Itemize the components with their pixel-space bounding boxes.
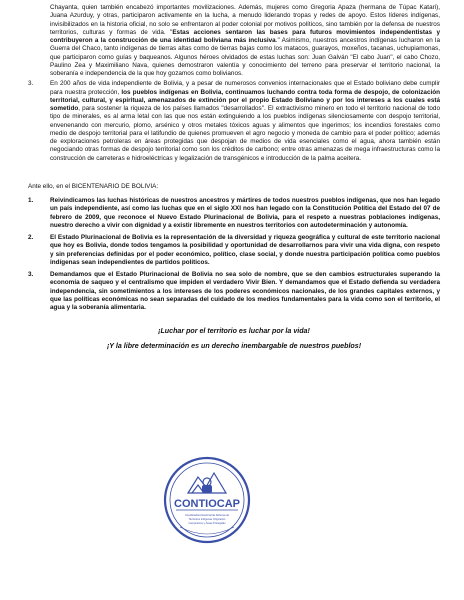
item-3-text — [50, 80, 440, 163]
svg-text:Campesinos y Áreas Protegidas: Campesinos y Áreas Protegidas — [188, 522, 226, 525]
item-number: 3. — [28, 80, 34, 88]
slogan-self-determination: ¡Y la libre determinación es un derecho inembargable de nuestros pueblos! — [106, 342, 362, 351]
demand-text: Demandamos que el Estado Plurinacional de Bolivia no sea solo de nombre, que se den cambios estructurales superando la economía de saqueo y el centralismo que impiden el verdadero Vivir Bien. Y demandamos que el Estado defienda su verdadera independencia, sin sometimientos a los intereses de los poderes económicos nacionales, de los grandes capitales externos, y que las políticas económicas no sean separadas del cuidado de los medios fundamentales para la vida como son el territorio, el agua y la soberanía alimentaria. — [50, 271, 440, 311]
svg-text:Coordinadora Nacional de Defen: Coordinadora Nacional de Defensa de — [184, 514, 230, 517]
contiocap-seal — [162, 455, 252, 545]
intro-paragraph — [50, 4, 440, 78]
seal-name: CONTIOCAP — [174, 498, 240, 510]
svg-text:Territorios Indígenas Originar: Territorios Indígenas Originarios — [188, 518, 226, 521]
intro-text-c: ." Asimismo, nuestros ancestros indígenas lucharon en la Guerra del Chaco, tanto indígenas de tierras altas como de tierras bajas como los matacos, guarayos, moxeños, tacanas, uchupiamonas, que participaron como guías y baqueanos. Algunos héroes olvidados de estas luchas son: Juan Galván "El cabo Juan", el cabo Chozo, Paulino Zea y Maximiliano Nava, quienes demostraron valentía y conocimiento del terreno para preservar el territorio nacional, la soberanía e independencia de la que hoy gozamos como bolivianos. — [50, 37, 440, 77]
item-3-text-a: En 200 años de vida independiente de Bolivia, y a pesar de numerosos convenios internacionales que el Estado boliviano debe cumplir para nuestra protección, — [50, 80, 440, 96]
demand-number: 3. — [28, 271, 34, 278]
slogan-territory: ¡Luchar por el territorio es luchar por la vida! — [158, 327, 310, 336]
ante-ello-heading: Ante ello, en el BICENTENARIO DE BOLIVIA: — [28, 182, 159, 190]
item-3-text-c: , para sostener la riqueza de los países llamados "desarrollados". El extractivismo minero en todo el territorio nacional de todo tipo de minerales, es al arma letal con las que nos están extinguiendo a los pueblos indígenas silenciosamente con despojo territorial, envenenando con mercurio, plomo, arsénico y otros metales tóxicos aguas y alimentos que ingerimos; los incendios forestales como medio de despojo territorial para el latifundio de quienes promueven el agro negocio y moneda de cambio para el poder político; además de exploraciones petroleras en áreas protegidas que despojan de medios de vida esenciales como el agua, ahora también están negociando otras formas de despojo territorial como son los créditos de carbono; entre otras amenazas de mega infraestructuras como la construcción de carreteras e hidroeléctricas y legalización de transgénicos e introducción de la palma aceitera. — [50, 105, 440, 162]
document-page — [28, 4, 440, 356]
slogans — [28, 326, 440, 351]
demand-text: Reivindicamos las luchas históricas de nuestros ancestros y mártires de todos nuestros pueblos indígenas, que nos han legado un país independiente, así como las luchas que en el siglo XXI nos han legado con la Constitución Política del Estado del 07 de febrero de 2009, que reconoce el Nuevo Estado Plurinacional de Bolivia, para el respeto a nuestras poblaciones indígenas, nuestro derecho a vivir con dignidad y a existir libremente en nuestros territorios con autodeterminación y autonomía. — [50, 197, 440, 229]
intro-text-bold: Estas acciones sentaron las bases para futuros movimientos independentistas y contribuyeron a la construcción de una identidad boliviana más inclusiva — [50, 28, 440, 44]
seal-stamp-icon — [162, 455, 252, 545]
demand-text: El Estado Plurinacional de Bolivia es la representación de la diversidad y riqueza geográfica y cultural de este territorio nacional que hoy es Bolivia, donde todos tengamos la posibilidad y oportunidad de desarrollarnos para vivir una vida digna, con respeto y sin preferencias definidas por el poder económico, político, clase social, y donde nuestra participación política como pueblos indígenas sean independientes de partidos políticos. — [50, 234, 440, 266]
item-3-text-bold: los pueblos indígenas en Bolivia, continuamos luchando contra toda forma de despojo, de colonización territorial, cultural, y espiritual, amenazados de extinción por el propio Estado Boliviano y por los intereses a los cuales está sometido — [50, 88, 440, 112]
demand-item — [28, 271, 440, 312]
demand-number: 1. — [28, 197, 34, 204]
demand-number: 2. — [28, 234, 34, 241]
demands-list — [28, 197, 440, 312]
demand-item — [28, 234, 440, 267]
numbered-item-3 — [28, 80, 440, 163]
intro-text-a: Chayanta, quien también encabezó importantes movilizaciones. Además, mujeres como Gregoria Apaza (hermana de Túpac Katari), Juana Azurduy, y otras, participaron activamente en la lucha, a menudo liderando tropas y redes de apoyo. Estos líderes indígenas, invisibilizados en la historia oficial, no solo se enfrentaron al poder colonial por motivos políticos, sino también por la defensa de nuestros territorios, culturas y formas de vida. " — [50, 4, 440, 36]
demand-item — [28, 197, 440, 230]
